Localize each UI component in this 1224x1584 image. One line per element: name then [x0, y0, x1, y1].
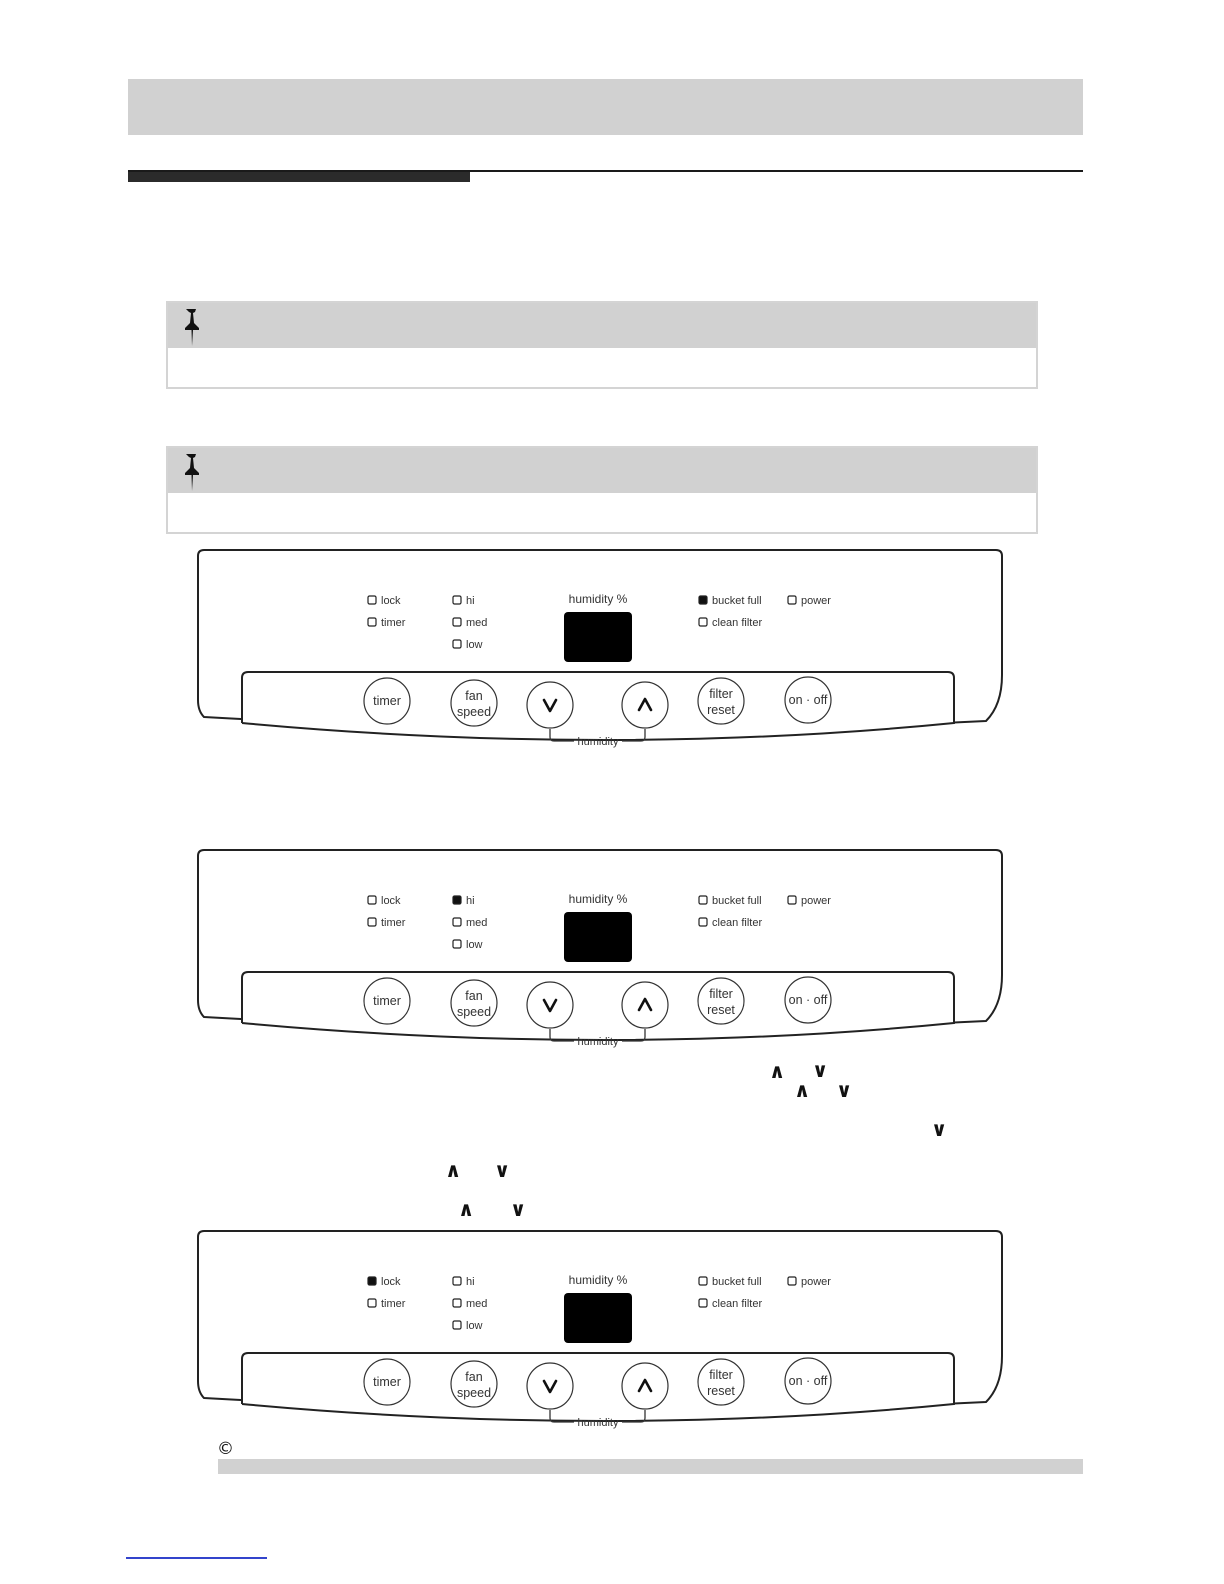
humidity-down-button[interactable]: [527, 682, 573, 728]
up-arrow-icon: ∧: [458, 1197, 475, 1221]
fan-hi-indicator-light: [453, 596, 461, 604]
power-label: power: [801, 895, 831, 907]
fan-hi-label: hi: [466, 595, 475, 607]
timer-label: timer: [381, 917, 406, 929]
humidity-up-button[interactable]: [622, 982, 668, 1028]
humidity-down-button[interactable]: [527, 1363, 573, 1409]
humidity-up-button[interactable]: [622, 1363, 668, 1409]
fan-low-indicator-light: [453, 1321, 461, 1329]
humidity-display-label: humidity %: [568, 892, 628, 906]
clean-filter-indicator-light: [699, 618, 707, 626]
fan-low-indicator-light: [453, 640, 461, 648]
power-indicator-light: [788, 1277, 796, 1285]
fan-speed-button-label: speed: [456, 705, 492, 719]
fan-hi-label: hi: [466, 1276, 475, 1288]
fan-hi-indicator-light: [453, 896, 461, 904]
fan-speed-button[interactable]: [451, 680, 497, 726]
bucket-full-label: bucket full: [712, 895, 762, 907]
button-strip: [242, 972, 954, 1040]
humidity-display: [564, 912, 632, 962]
pushpin-icon: [180, 452, 204, 492]
fan-low-label: low: [466, 1320, 483, 1332]
button-strip: [242, 672, 954, 740]
humidity-display-label: humidity %: [568, 592, 628, 606]
filter-reset-button-label: filter: [709, 1368, 733, 1382]
filter-reset-button-label: filter: [709, 987, 733, 1001]
control-panel-diagram-1: [190, 545, 1006, 755]
bucket-full-indicator-light: [699, 596, 707, 604]
up-arrow-icon: ∧: [445, 1158, 462, 1182]
humidity-down-button[interactable]: [527, 982, 573, 1028]
fan-med-indicator-light: [453, 618, 461, 626]
copyright-symbol: ©: [217, 1439, 234, 1459]
timer-indicator-light: [368, 618, 376, 626]
fan-hi-label: hi: [466, 895, 475, 907]
fan-speed-button-label: fan: [465, 989, 483, 1003]
fan-med-label: med: [466, 917, 488, 929]
fan-hi-indicator-light: [453, 1277, 461, 1285]
note-header: [168, 448, 1036, 493]
down-arrow-icon: ∨: [510, 1197, 527, 1221]
down-arrow-icon: ∨: [836, 1078, 853, 1102]
on-off-button-label: on · off: [788, 1374, 828, 1388]
lock-label: lock: [381, 595, 401, 607]
down-arrow-icon: ∨: [494, 1158, 511, 1182]
lock-indicator-light: [368, 596, 376, 604]
control-panel-diagram-2: [190, 845, 1006, 1055]
clean-filter-label: clean filter: [712, 617, 763, 629]
lock-label: lock: [381, 1276, 401, 1288]
note-box-2: [166, 446, 1038, 534]
on-off-button-label: on · off: [788, 693, 828, 707]
fan-med-label: med: [466, 617, 488, 629]
fan-med-indicator-light: [453, 1299, 461, 1307]
filter-reset-button-label: reset: [707, 1384, 735, 1398]
bucket-full-indicator-light: [699, 896, 707, 904]
fan-low-indicator-light: [453, 940, 461, 948]
fan-speed-button-label: speed: [456, 1386, 492, 1400]
button-strip: [242, 1353, 954, 1421]
fan-low-label: low: [466, 639, 483, 651]
filter-reset-button[interactable]: [698, 678, 744, 724]
control-panel-diagram-3: [190, 1226, 1006, 1436]
bucket-full-indicator-light: [699, 1277, 707, 1285]
down-arrow-icon: ∨: [812, 1058, 829, 1082]
power-indicator-light: [788, 896, 796, 904]
humidity-display: [564, 612, 632, 662]
fan-low-label: low: [466, 939, 483, 951]
note-header: [168, 303, 1036, 348]
footer-link-underline[interactable]: [126, 1557, 267, 1559]
filter-reset-button-label: reset: [707, 1003, 735, 1017]
filter-reset-button[interactable]: [698, 1359, 744, 1405]
header-band: [128, 79, 1083, 135]
filter-reset-button-label: filter: [709, 687, 733, 701]
bucket-full-label: bucket full: [712, 595, 762, 607]
filter-reset-button-label: reset: [707, 703, 735, 717]
down-arrow-icon: ∨: [931, 1117, 948, 1141]
timer-indicator-light: [368, 1299, 376, 1307]
humidity-display: [564, 1293, 632, 1343]
timer-label: timer: [381, 617, 406, 629]
bucket-full-label: bucket full: [712, 1276, 762, 1288]
fan-speed-button-label: speed: [456, 1005, 492, 1019]
lock-label: lock: [381, 895, 401, 907]
footer-band: [218, 1459, 1083, 1474]
lock-indicator-light: [368, 896, 376, 904]
humidity-bracket-label: humidity: [577, 1417, 619, 1429]
timer-button-label: timer: [373, 694, 401, 708]
clean-filter-indicator-light: [699, 1299, 707, 1307]
humidity-display-label: humidity %: [568, 1273, 628, 1287]
fan-med-label: med: [466, 1298, 488, 1310]
section-rule-accent: [128, 172, 470, 182]
note-box-1: [166, 301, 1038, 389]
humidity-up-button[interactable]: [622, 682, 668, 728]
fan-speed-button-label: fan: [465, 1370, 483, 1384]
timer-button-label: timer: [373, 1375, 401, 1389]
fan-med-indicator-light: [453, 918, 461, 926]
up-arrow-icon: ∧: [794, 1078, 811, 1102]
fan-speed-button[interactable]: [451, 980, 497, 1026]
timer-button-label: timer: [373, 994, 401, 1008]
power-label: power: [801, 1276, 831, 1288]
up-arrow-icon: ∧: [769, 1059, 786, 1083]
humidity-bracket-label: humidity: [577, 736, 619, 748]
fan-speed-button-label: fan: [465, 689, 483, 703]
timer-label: timer: [381, 1298, 406, 1310]
clean-filter-indicator-light: [699, 918, 707, 926]
lock-indicator-light: [368, 1277, 376, 1285]
filter-reset-button[interactable]: [698, 978, 744, 1024]
power-indicator-light: [788, 596, 796, 604]
clean-filter-label: clean filter: [712, 1298, 763, 1310]
humidity-bracket-label: humidity: [577, 1036, 619, 1048]
timer-indicator-light: [368, 918, 376, 926]
clean-filter-label: clean filter: [712, 917, 763, 929]
fan-speed-button[interactable]: [451, 1361, 497, 1407]
pushpin-icon: [180, 307, 204, 347]
power-label: power: [801, 595, 831, 607]
on-off-button-label: on · off: [788, 993, 828, 1007]
